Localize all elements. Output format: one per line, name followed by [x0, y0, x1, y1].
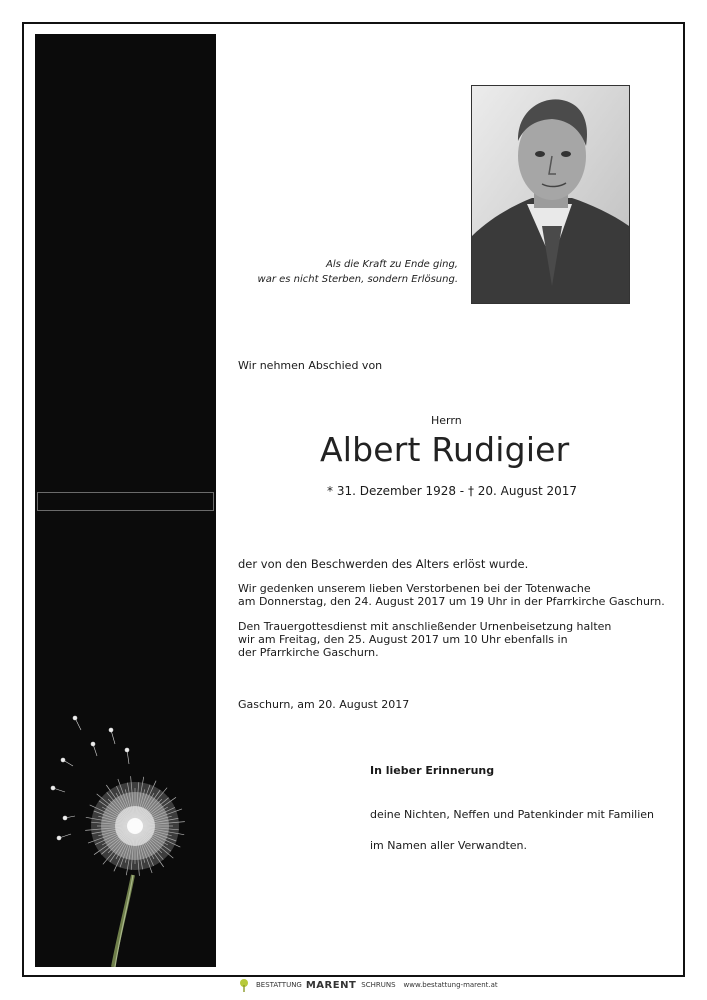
portrait-photo: [471, 85, 630, 304]
service-line-2: wir am Freitag, den 25. August 2017 um 10 Uhr ebenfalls in: [238, 633, 568, 646]
service-line-1: Den Trauergottesdienst mit anschließender Urnenbeisetzung halten: [238, 620, 612, 633]
bar-divider-line: [37, 492, 214, 511]
service-paragraph: [238, 620, 611, 659]
footer-brand: MARENT: [305, 979, 357, 991]
footer: [238, 976, 498, 994]
wake-line-2: am Donnerstag, den 24. August 2017 um 19 Uhr in der Pfarrkirche Gaschurn.: [238, 595, 665, 608]
phrase-text: der von den Beschwerden des Alters erlöst wurde.: [238, 557, 529, 571]
place-date: Gaschurn, am 20. August 2017: [238, 698, 410, 711]
quote: [258, 257, 458, 287]
deceased-name: Albert Rudigier: [320, 430, 570, 469]
footer-city: SCHRUNS: [361, 981, 396, 989]
wake-line-1: Wir gedenken unserem lieben Verstorbenen bei der Totenwache: [238, 582, 591, 595]
wake-paragraph: [238, 582, 665, 608]
service-line-3: der Pfarrkirche Gaschurn.: [238, 646, 379, 659]
footer-url-link[interactable]: www.bestattung-marent.at: [403, 981, 498, 989]
memorial-heading: In lieber Erinnerung: [370, 764, 495, 777]
salutation: Herrn: [431, 414, 462, 427]
family-line-1: deine Nichten, Neffen und Patenkinder mit Familien: [370, 808, 654, 821]
family-line-2: im Namen aller Verwandten.: [370, 839, 528, 852]
life-dates: * 31. Dezember 1928 - † 20. August 2017: [327, 484, 578, 498]
dandelion-image: [35, 700, 216, 967]
marent-logo-icon: [238, 978, 250, 992]
quote-line-2: war es nicht Sterben, sondern Erlösung.: [257, 274, 458, 285]
quote-line-1: Als die Kraft zu Ende ging,: [326, 259, 458, 270]
intro-text: Wir nehmen Abschied von: [238, 359, 383, 372]
footer-prefix: BESTATTUNG: [256, 981, 302, 989]
